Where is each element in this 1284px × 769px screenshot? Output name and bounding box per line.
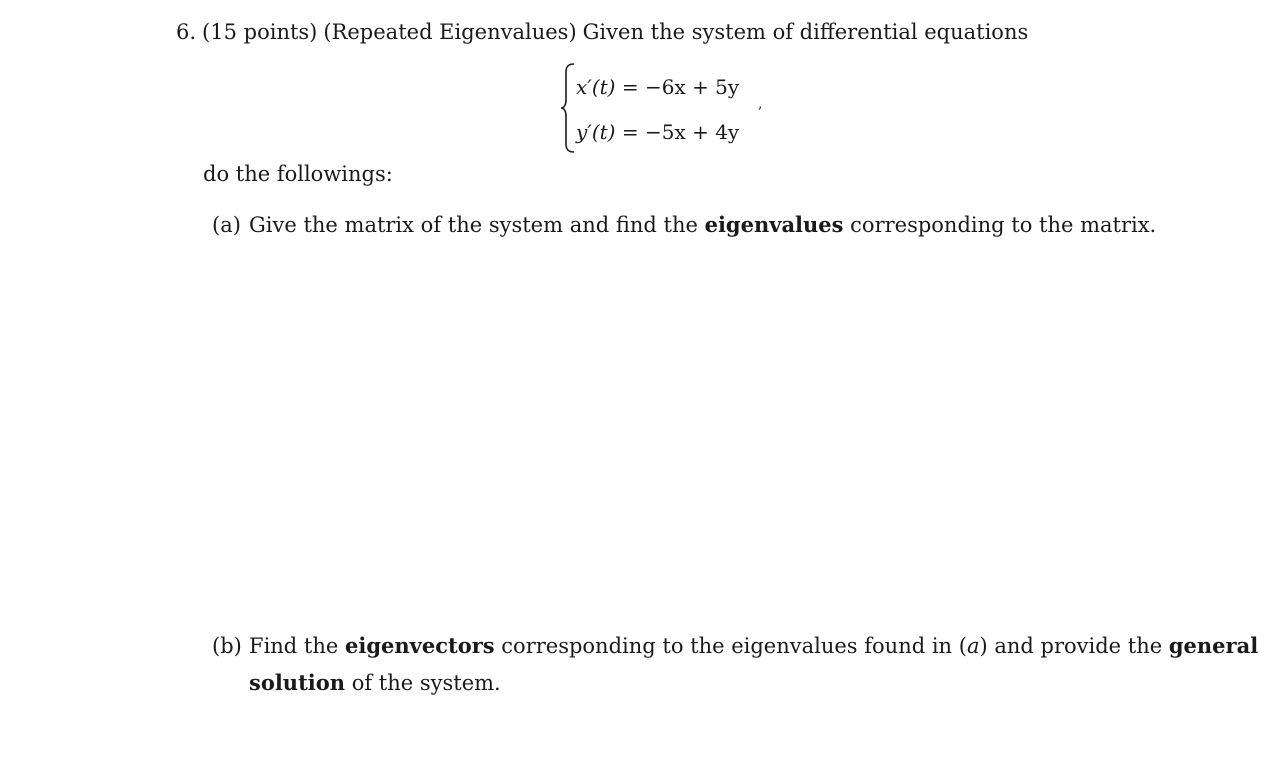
part-b-bold-eigenvectors: eigenvectors — [345, 633, 495, 658]
problem-points: (15 points) — [202, 20, 318, 44]
instruction-text: do the followings: — [203, 162, 393, 186]
part-b-label: (b) — [212, 634, 242, 658]
part-a-label: (a) — [212, 213, 241, 237]
equation-x-lhs: x′(t) — [576, 75, 616, 99]
system-comma: , — [758, 96, 763, 112]
equation-y-rhs: = −5x + 4y — [621, 120, 740, 144]
part-b-bold-solution: solution — [249, 670, 346, 695]
part-b-continuation — [249, 669, 501, 697]
problem-topic: (Repeated Eigenvalues) — [323, 20, 577, 44]
equation-system — [560, 62, 770, 154]
equation-x — [576, 74, 739, 100]
part-b-text-1: Find the — [249, 634, 345, 658]
problem-prompt: Given the system of differential equations — [582, 20, 1029, 44]
part-b-text-3: ) and provide the — [979, 634, 1169, 658]
part-b-text-2: corresponding to the eigenvalues found in ( — [494, 634, 967, 658]
part-b-text-4: of the system. — [345, 671, 501, 695]
equation-x-rhs: = −6x + 5y — [621, 75, 740, 99]
part-a — [212, 211, 1156, 239]
part-b-bold-general: general — [1168, 633, 1259, 658]
part-b — [212, 632, 1258, 660]
problem-number: 6. — [176, 20, 197, 44]
part-a-text-after: corresponding to the matrix. — [843, 213, 1157, 237]
equation-y-lhs: y′(t) — [576, 120, 616, 144]
problem-heading — [176, 18, 1028, 46]
part-a-bold-eigenvalues: eigenvalues — [704, 212, 844, 237]
part-a-text-before: Give the matrix of the system and find the — [249, 213, 705, 237]
part-b-italic-ref: a — [966, 634, 980, 658]
left-brace-icon — [560, 62, 576, 154]
equation-y — [576, 119, 739, 145]
